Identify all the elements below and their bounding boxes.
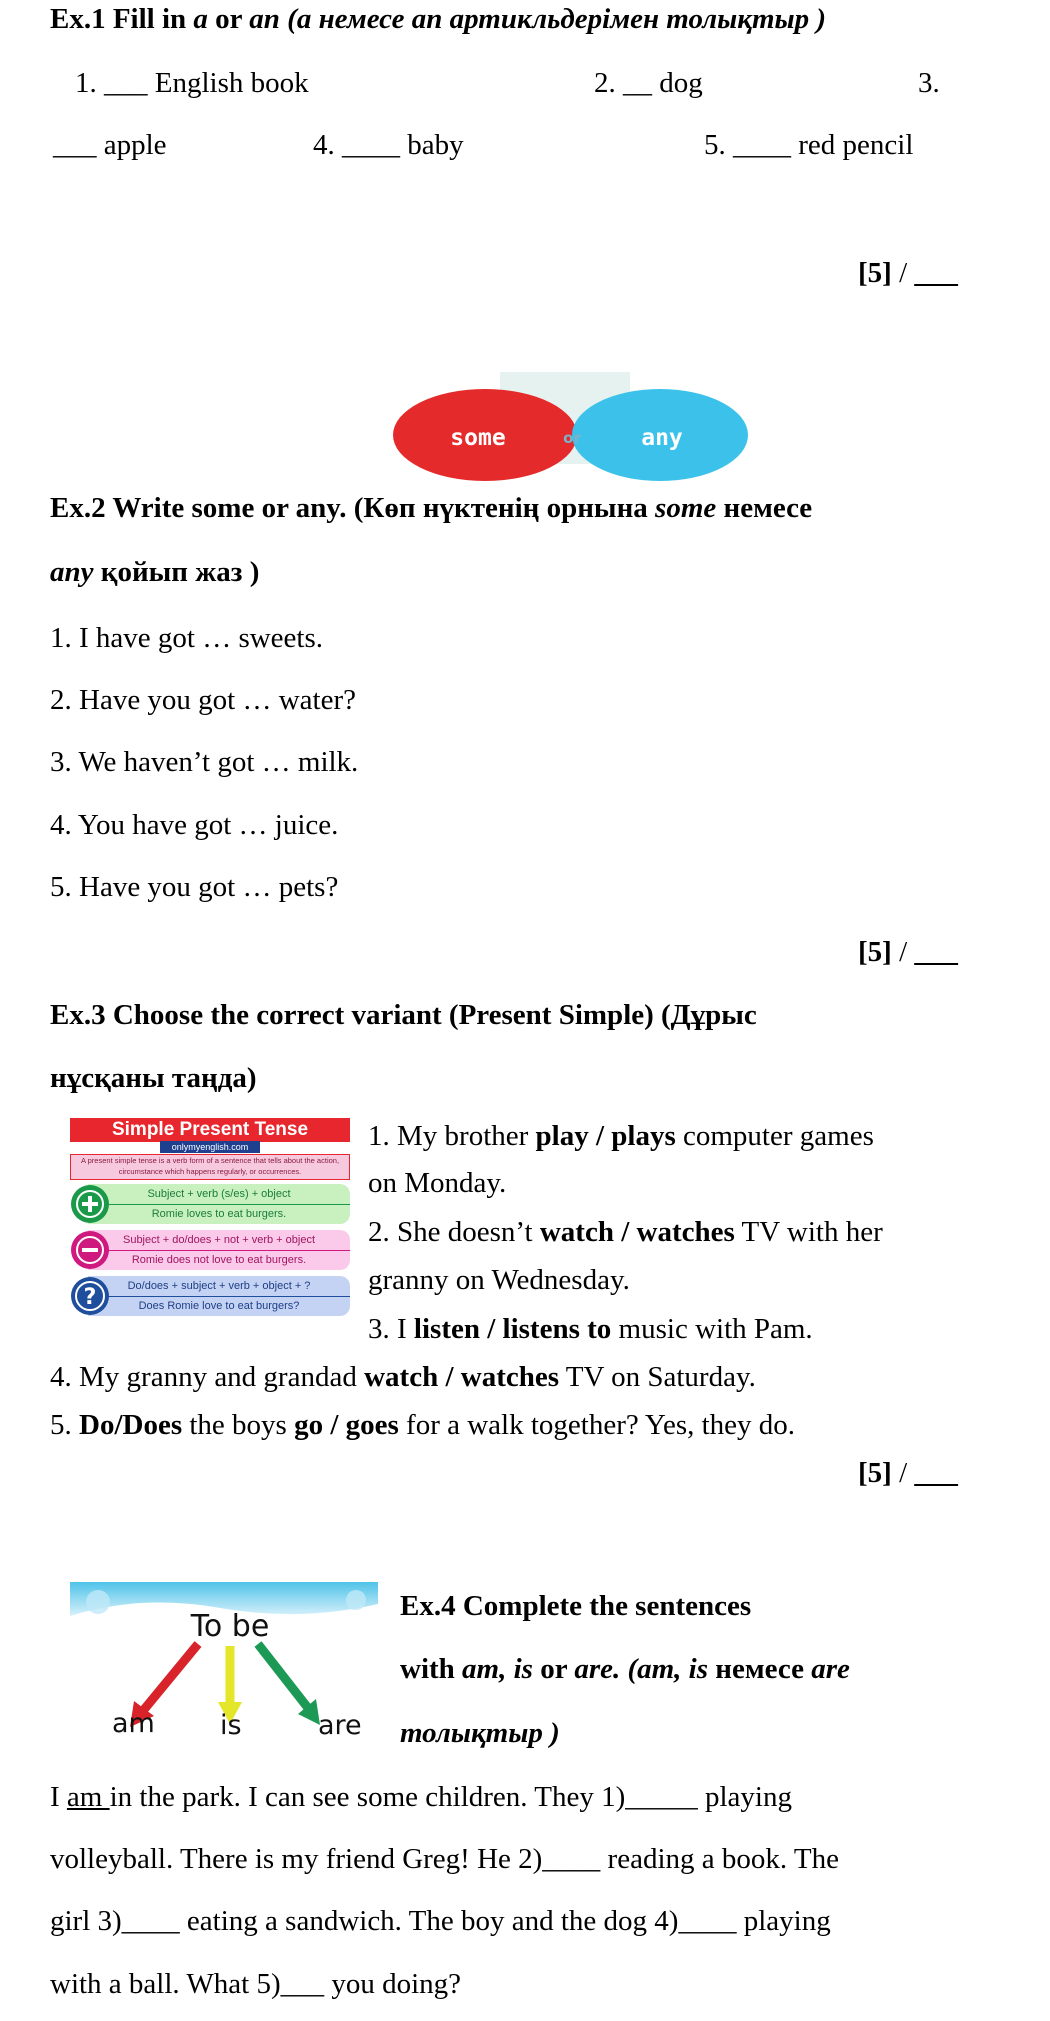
ex4-paragraph-line3: girl 3)____ eating a sandwich. The boy and the dog 4)____ playing bbox=[50, 1905, 831, 1937]
question-example: Does Romie love to eat burgers? bbox=[138, 1300, 300, 1312]
ex2-item-3: 3. We haven’t got … milk. bbox=[50, 746, 359, 778]
question-icon bbox=[70, 1276, 110, 1316]
ex1-score: [5] / ___ bbox=[858, 257, 958, 289]
am-label: am bbox=[112, 1708, 155, 1739]
minus-icon bbox=[70, 1230, 110, 1270]
card-row-negative bbox=[88, 1230, 350, 1270]
plus-icon bbox=[70, 1184, 110, 1224]
ex1-item-3: ___ apple bbox=[53, 129, 167, 161]
some-label: some bbox=[450, 425, 506, 451]
to-be-image bbox=[70, 1582, 378, 1740]
are-label: are bbox=[318, 1710, 362, 1740]
card-title: Simple Present Tense bbox=[70, 1118, 350, 1142]
card-description: A present simple tense is a verb form of a sentence that tells about the action, circumstance which happens regularly, or occurrences. bbox=[70, 1154, 350, 1180]
ex4-title-line1: Ex.4 Complete the sentences bbox=[400, 1590, 752, 1622]
some-or-any-image bbox=[390, 372, 750, 482]
ex1-title: Ex.1 Fill in a or an (а немесе an артикльдерімен толықтыр ) bbox=[50, 3, 827, 35]
ex2-title-line1: Ex.2 Write some or any. (Көп нүктенің орнына some немесе bbox=[50, 492, 813, 524]
ex4-paragraph-line2: volleyball. There is my friend Greg! He 2)____ reading a book. The bbox=[50, 1843, 839, 1875]
ex2-item-5: 5. Have you got … pets? bbox=[50, 871, 339, 903]
ex3-score: [5] / ___ bbox=[858, 1457, 958, 1489]
ex2-item-4: 4. You have got … juice. bbox=[50, 809, 339, 841]
ex3-sentence-2-cont: granny on Wednesday. bbox=[368, 1264, 630, 1296]
ex1-item-3-number: 3. bbox=[918, 67, 940, 99]
ex2-title-line2: any қойып жаз ) bbox=[50, 556, 260, 588]
any-label: any bbox=[641, 425, 683, 451]
ex4-paragraph-line4: with a ball. What 5)___ you doing? bbox=[50, 1968, 462, 2000]
svg-text:?: ? bbox=[83, 1285, 97, 1310]
or-label: or bbox=[563, 429, 581, 447]
ex3-sentence-3: 3. I listen / listens to music with Pam. bbox=[368, 1313, 813, 1345]
card-row-question bbox=[88, 1276, 350, 1316]
ex1-item-5: 5. ____ red pencil bbox=[704, 129, 914, 161]
ex3-title-line1: Ex.3 Choose the correct variant (Present Simple) (Дұрыс bbox=[50, 999, 757, 1031]
ex1-item-4: 4. ____ baby bbox=[313, 129, 464, 161]
ex1-item-2: 2. __ dog bbox=[594, 67, 703, 99]
ex2-score: [5] / ___ bbox=[858, 936, 958, 968]
is-label: is bbox=[220, 1710, 242, 1740]
ex3-sentence-5: 5. Do/Does the boys go / goes for a walk together? Yes, they do. bbox=[50, 1409, 796, 1441]
affirmative-example: Romie loves to eat burgers. bbox=[151, 1208, 287, 1220]
ex4-title-line2: with am, is or are. (am, is немесе are bbox=[400, 1653, 850, 1685]
ex2-item-1: 1. I have got … sweets. bbox=[50, 622, 324, 654]
ex2-item-2: 2. Have you got … water? bbox=[50, 684, 357, 716]
card-site: onlymyenglish.com bbox=[160, 1141, 260, 1153]
ex3-sentence-2: 2. She doesn’t watch / watches TV with her bbox=[368, 1216, 883, 1248]
affirmative-formula: Subject + verb (s/es) + object bbox=[88, 1184, 350, 1205]
ex3-sentence-1: 1. My brother play / plays computer games bbox=[368, 1120, 874, 1152]
ex3-sentence-4: 4. My granny and grandad watch / watches TV on Saturday. bbox=[50, 1361, 756, 1393]
negative-example: Romie does not love to eat burgers. bbox=[131, 1254, 307, 1266]
question-formula: Do/does + subject + verb + object + ? bbox=[88, 1276, 350, 1297]
card-row-affirmative bbox=[88, 1184, 350, 1224]
to-be-title: To be bbox=[190, 1609, 270, 1644]
ex4-paragraph-line1: I am in the park. I can see some children. They 1)_____ playing bbox=[50, 1781, 792, 1813]
ex3-sentence-1-cont: on Monday. bbox=[368, 1167, 507, 1199]
ex4-title-line3: толықтыр ) bbox=[400, 1717, 560, 1749]
ex3-title-line2: нұсқаны таңда) bbox=[50, 1062, 257, 1094]
ex1-item-1: 1. ___ English book bbox=[75, 67, 309, 99]
negative-formula: Subject + do/does + not + verb + object bbox=[88, 1230, 350, 1251]
simple-present-card bbox=[70, 1118, 350, 1318]
